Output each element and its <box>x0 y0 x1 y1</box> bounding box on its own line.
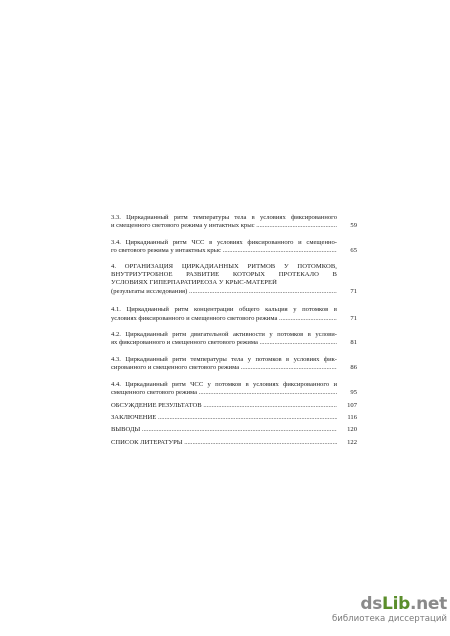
toc-entry-conclusion <box>111 414 357 422</box>
toc-line: 4.2. Циркадианный ритм двигательной активности у потомков в услови- <box>111 331 337 339</box>
toc-line: 4. ОРГАНИЗАЦИЯ ЦИРКАДИАННЫХ РИТМОВ У ПОТОМКОВ, <box>111 262 337 270</box>
toc-line: сированного и смещенного светового режима ..... <box>111 364 337 372</box>
toc-page-number: 95 <box>350 389 357 397</box>
toc-line: УСЛОВИЯХ ГИПЕРПАРАТИРЕОЗА У КРЫС-МАТЕРЕЙ <box>111 279 277 287</box>
toc-line: ЗАКЛЮЧЕНИЕ ..... <box>111 414 337 422</box>
toc-line: 4.3. Циркадианный ритм температуры тела у потомков в условиях фик- <box>111 355 337 363</box>
logo-suffix: .net <box>409 594 447 614</box>
toc-entry-4-3 <box>111 356 357 373</box>
toc-line: смещенного светового режима ..... <box>111 389 337 397</box>
toc-page-number: 71 <box>350 287 357 295</box>
toc-page-number: 116 <box>347 413 357 421</box>
toc-line: 3.3. Циркадианный ритм температуры тела в условиях фиксированного <box>111 214 337 221</box>
toc-line: ВЫВОДЫ ..... <box>111 426 337 434</box>
toc-line: ВНУТРИУТРОБНОЕ РАЗВИТИЕ КОТОРЫХ ПРОТЕКАЛО В <box>111 271 337 279</box>
toc-page-number: 81 <box>350 339 357 347</box>
toc-line: ОБСУЖДЕНИЕ РЕЗУЛЬТАТОВ ..... <box>111 402 337 410</box>
toc-line: 4.1. Циркадианный ритм концентрации общего кальция у потомков в <box>111 306 337 314</box>
toc-page-number: 86 <box>350 364 357 372</box>
toc-line: ях фиксированного и смещенного светового режима ..... <box>111 339 337 347</box>
toc-line: и смещенного светового режима у интактных крыс ..... <box>111 222 337 230</box>
toc-entry-3-4 <box>111 239 357 256</box>
dslib-watermark-logo <box>323 594 447 632</box>
toc-entry-3-3 <box>111 214 357 231</box>
toc-page-number: 71 <box>350 314 357 322</box>
toc-page-number: 122 <box>347 438 357 446</box>
logo-wordmark <box>323 594 447 614</box>
logo-prefix: ds <box>360 594 383 614</box>
toc-line: го светового режима у интактных крыс ..... <box>111 247 337 255</box>
toc-entry-4-4 <box>111 381 357 398</box>
toc-entry-references <box>111 439 357 447</box>
logo-tagline: библиотека диссертаций <box>331 614 447 624</box>
toc-entry-findings <box>111 426 357 434</box>
toc-page-number: 120 <box>347 426 357 434</box>
toc-page-number: 107 <box>347 401 357 409</box>
toc-page-number: 59 <box>350 222 357 230</box>
toc-line: 3.4. Циркадианный ритм ЧСС в условиях фиксированного и смещенно- <box>111 238 337 246</box>
toc-entry-4-1 <box>111 306 357 323</box>
toc-line: СПИСОК ЛИТЕРАТУРЫ ..... <box>111 439 337 447</box>
table-of-contents <box>111 214 357 447</box>
toc-entry-4-2 <box>111 331 357 348</box>
toc-entry-discussion <box>111 402 357 410</box>
toc-line: 4.4. Циркадианный ритм ЧСС у потомков в условиях фиксированного и <box>111 380 337 388</box>
toc-line: (результаты исследования) ..... <box>111 288 337 296</box>
toc-page-number: 65 <box>350 247 357 255</box>
logo-highlight: Lib <box>382 594 410 614</box>
toc-entry-chapter-4 <box>111 263 357 297</box>
toc-line: условиях фиксированного и смещенного светового режима ..... <box>111 315 337 323</box>
